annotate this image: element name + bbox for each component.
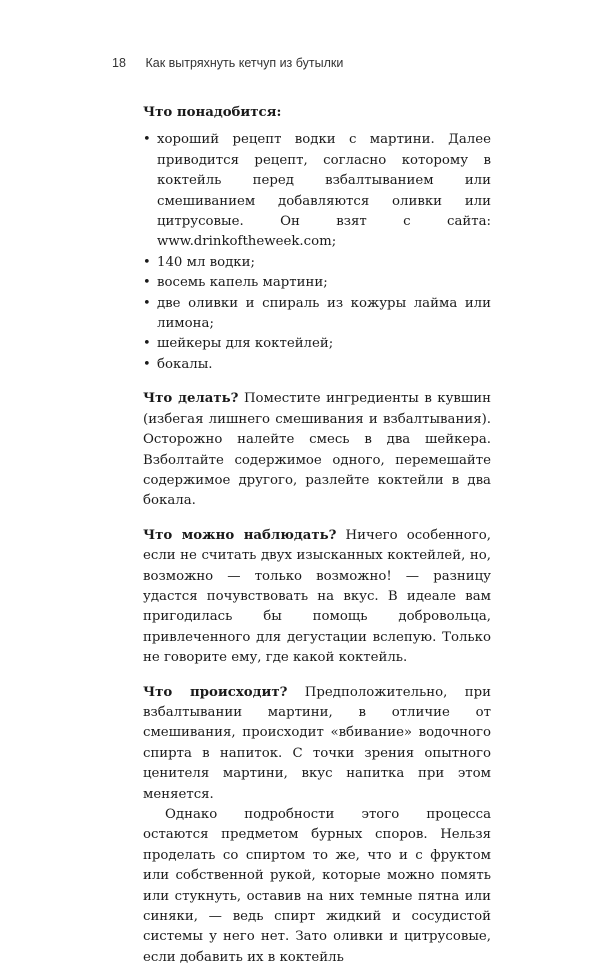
happens-paragraph: [143, 683, 491, 805]
list-item: [143, 334, 491, 354]
bullet-icon: •: [143, 132, 151, 148]
continuation-paragraph: Однако подробности этого процесса остаются предметом бурных споров. Нельзя проделать со спиртом то же, что и с фруктом или собственной рукой, которые можно помять или стукнуть, оставив на них темные пятна или синяки, — ведь спирт жидкий и сосудистой системы у него нет. Зато оливки и цитрусовые, если добавить их в коктейль: [143, 807, 491, 965]
page-number: 18: [112, 56, 126, 70]
happens-lead: Что происходит?: [143, 684, 288, 700]
bullet-icon: •: [143, 356, 151, 372]
bullet-icon: •: [143, 295, 151, 311]
list-item-text: восемь капель мартини;: [157, 275, 328, 291]
observe-paragraph: [143, 526, 491, 669]
list-item: [143, 273, 491, 293]
needs-heading: Что понадобится:: [143, 105, 282, 120]
list-item: [143, 130, 491, 252]
do-lead: Что делать?: [143, 391, 239, 407]
book-title: Как вытряхнуть кетчуп из бутылки: [145, 56, 344, 70]
bullet-icon: •: [143, 336, 151, 352]
list-item-text: шейкеры для коктейлей;: [157, 336, 334, 352]
list-item: [143, 355, 491, 375]
list-item: [143, 294, 491, 335]
needs-list: [143, 130, 491, 375]
bullet-icon: •: [143, 275, 151, 291]
observe-text: Ничего особенного, если не считать двух изысканных коктейлей, но, возможно — только возможно! — разницу удастся почувствовать на вкус. В идеале вам пригодилась бы помощь добровольца, привлеченного для дегустации вслепую. Только не говорите ему, где какой коктейль.: [143, 527, 491, 666]
observe-lead: Что можно наблюдать?: [143, 527, 337, 543]
list-item-text: бокалы.: [157, 356, 213, 372]
list-item-text: 140 мл водки;: [157, 254, 255, 270]
list-item: [143, 253, 491, 273]
do-paragraph: [143, 389, 491, 511]
do-text: Поместите ингредиенты в кувшин (избегая лишнего смешивания и взбалтывания). Осторожно налейте смесь в два шейкера. Взболтайте содержимое одного, перемешайте содержимое другого, разлейте коктейли в два бокала.: [143, 391, 491, 509]
list-item-text: хороший рецепт водки с мартини. Далее приводится рецепт, согласно которому в коктейль перед взбалтыванием или смешиванием добавляются оливки или цитрусовые. Он взят с сайта: www.drinkoftheweek.com;: [157, 132, 491, 250]
running-head: [112, 56, 343, 70]
list-item-text: две оливки и спираль из кожуры лайма или лимона;: [157, 295, 491, 332]
bullet-icon: •: [143, 254, 151, 270]
happens-text: Предположительно, при взбалтывании мартини, в отличие от смешивания, происходит «вбивание» водочного спирта в напиток. С точки зрения опытного ценителя мартини, вкус напитка при этом меняется.: [143, 684, 491, 802]
page-body: [143, 103, 491, 968]
